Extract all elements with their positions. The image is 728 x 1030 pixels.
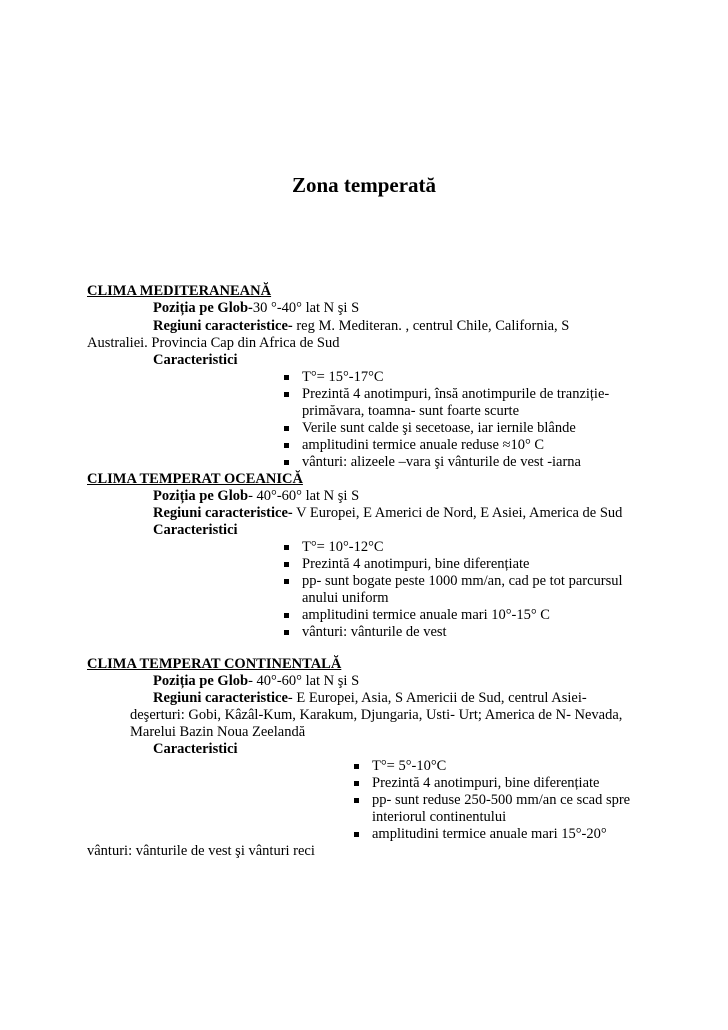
bullet-square-icon xyxy=(354,781,359,786)
bullet-square-icon xyxy=(284,545,289,550)
characteristics-label: Caracteristici xyxy=(153,522,238,538)
winds-line: vânturi: vânturile de vest şi vânturi reci xyxy=(87,843,315,859)
regions-continued: Marelui Bazin Noua Zeelandă xyxy=(130,724,306,740)
regions-continued: Australiei. Provincia Cap din Africa de Sud xyxy=(87,335,340,351)
characteristics-label: Caracteristici xyxy=(153,741,238,757)
bullet-square-icon xyxy=(284,579,289,584)
bullet-square-icon xyxy=(284,426,289,431)
list-item: vânturi: vânturile de vest xyxy=(302,624,447,641)
position-line xyxy=(153,488,359,505)
list-item: Verile sunt calde şi secetoase, iar iernile blânde xyxy=(302,420,576,437)
regions-value: reg M. Mediteran. , centrul Chile, California, S xyxy=(292,318,570,334)
position-label: Poziția pe Glob xyxy=(153,673,249,689)
list-item: Prezintă 4 anotimpuri, însă anotimpurile de tranziție- xyxy=(302,386,609,403)
list-item: amplitudini termice anuale mari 10°-15° C xyxy=(302,607,550,624)
regions-label: Regiuni caracteristice xyxy=(153,690,288,706)
bullet-square-icon xyxy=(284,375,289,380)
section-heading-oceanica: CLIMA TEMPERAT OCEANICĂ xyxy=(87,471,303,487)
regions-line xyxy=(153,690,587,707)
regions-value: V Europei, E Americi de Nord, E Asiei, America de Sud xyxy=(292,505,623,521)
regions-value: - E Europei, Asia, S Americii de Sud, centrul Asiei- xyxy=(287,690,587,706)
regions-label: Regiuni caracteristice- xyxy=(153,318,293,334)
bullet-square-icon xyxy=(354,764,359,769)
characteristics-label: Caracteristici xyxy=(153,352,238,368)
position-line xyxy=(153,673,359,690)
list-item: Prezintă 4 anotimpuri, bine diferențiate xyxy=(372,775,600,792)
list-item: vânturi: alizeele –vara şi vânturile de vest -iarna xyxy=(302,454,581,471)
list-item: amplitudini termice anuale mari 15°-20° xyxy=(372,826,607,843)
regions-line xyxy=(153,318,569,335)
list-item-continued: interiorul continentului xyxy=(372,809,507,825)
list-item: T°= 5°-10°C xyxy=(372,758,446,775)
page-title: Zona temperată xyxy=(291,173,437,197)
bullet-square-icon xyxy=(284,460,289,465)
bullet-square-icon xyxy=(284,630,289,635)
bullet-square-icon xyxy=(354,798,359,803)
list-item-continued: anului uniform xyxy=(302,590,389,606)
bullet-square-icon xyxy=(284,392,289,397)
list-item: Prezintă 4 anotimpuri, bine diferențiate xyxy=(302,556,530,573)
bullet-square-icon xyxy=(284,562,289,567)
bullet-square-icon xyxy=(284,443,289,448)
position-value: - 40°-60° lat N şi S xyxy=(248,488,360,504)
list-item-continued: primăvara, toamna- sunt foarte scurte xyxy=(302,403,520,419)
list-item: pp- sunt reduse 250-500 mm/an ce scad spre xyxy=(372,792,630,809)
bullet-square-icon xyxy=(354,832,359,837)
list-item: pp- sunt bogate peste 1000 mm/an, cad pe tot parcursul xyxy=(302,573,623,590)
position-line xyxy=(153,300,359,317)
bullet-square-icon xyxy=(284,613,289,618)
list-item: amplitudini termice anuale reduse ≈10° C xyxy=(302,437,544,454)
section-heading-mediteraneana: CLIMA MEDITERANEANĂ xyxy=(87,283,272,299)
position-value: 30 °-40° lat N şi S xyxy=(252,300,360,316)
position-label: Poziția pe Glob- xyxy=(153,300,253,316)
section-heading-continentala: CLIMA TEMPERAT CONTINENTALĂ xyxy=(87,656,342,672)
regions-continued: deşerturi: Gobi, Kâzâl-Kum, Karakum, Djungaria, Usti- Urt; America de N- Nevada, xyxy=(130,707,623,723)
list-item: T°= 15°-17°C xyxy=(302,369,384,386)
position-value: - 40°-60° lat N şi S xyxy=(248,673,360,689)
regions-label: Regiuni caracteristice- xyxy=(153,505,293,521)
regions-line xyxy=(153,505,622,522)
list-item: T°= 10°-12°C xyxy=(302,539,384,556)
position-label: Poziția pe Glob xyxy=(153,488,249,504)
